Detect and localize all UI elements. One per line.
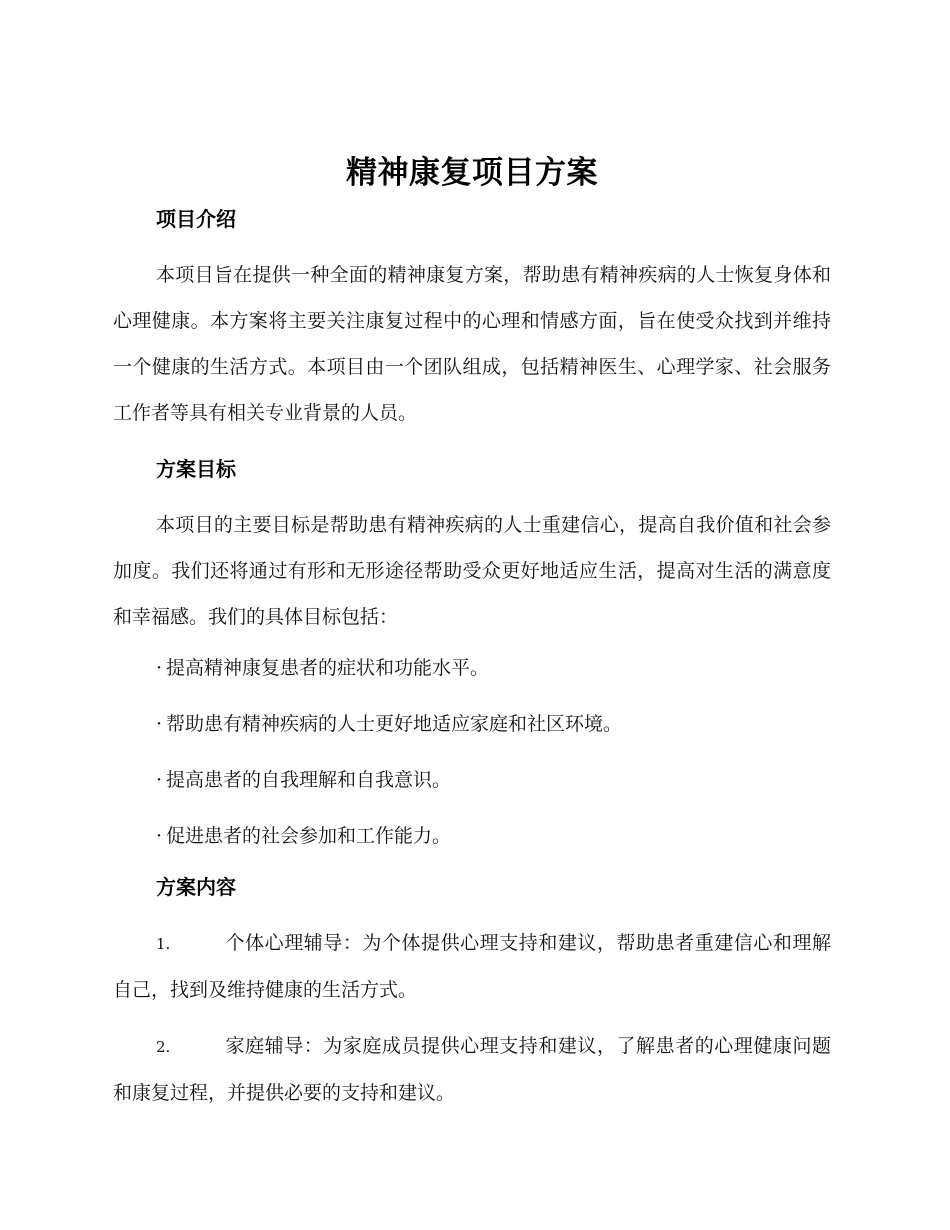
content-item-2 xyxy=(113,1023,831,1116)
intro-paragraph: 本项目旨在提供一种全面的精神康复方案，帮助患有精神疾病的人士恢复身体和心理健康。本方案将主要关注康复过程中的心理和情感方面，旨在使受众找到并维持一个健康的生活方式。本项目由一个团队组成，包括精神医生、心理学家、社会服务工作者等具有相关专业背景的人员。 xyxy=(113,264,831,424)
goal-bullet-text: 提高精神康复患者的症状和功能水平。 xyxy=(166,657,490,679)
goal-bullet-text: 帮助患有精神疾病的人士更好地适应家庭和社区环境。 xyxy=(166,713,623,735)
item-text: 家庭辅导：为家庭成员提供心理支持和建议，了解患者的心理健康问题和康复过程，并提供必要的支持和建议。 xyxy=(113,1035,831,1104)
goal-bullet-2 xyxy=(113,696,831,752)
section-heading-content: 方案内容 xyxy=(156,875,236,899)
item-number: 1. xyxy=(156,935,171,953)
goal-bullet-text: 提高患者的自我理解和自我意识。 xyxy=(166,769,452,791)
bullet-dot: · xyxy=(156,713,163,735)
section-heading-goals: 方案目标 xyxy=(156,457,236,481)
document-content xyxy=(113,150,831,1116)
item-number: 2. xyxy=(156,1038,171,1056)
section-heading-intro: 项目介绍 xyxy=(156,207,236,231)
goal-bullet-3 xyxy=(113,752,831,808)
goals-paragraph: 本项目的主要目标是帮助患有精神疾病的人士重建信心，提高自我价值和社会参加度。我们还将通过有形和无形途径帮助受众更好地适应生活，提高对生活的满意度和幸福感。我们的具体目标包括： xyxy=(113,514,831,628)
content-item-1 xyxy=(113,920,831,1013)
bullet-dot: · xyxy=(156,825,163,847)
goal-bullet-1 xyxy=(113,640,831,696)
goal-bullet-4 xyxy=(113,808,831,864)
bullet-dot: · xyxy=(156,657,163,679)
goal-bullet-text: 促进患者的社会参加和工作能力。 xyxy=(166,825,452,847)
item-text: 个体心理辅导：为个体提供心理支持和建议，帮助患者重建信心和理解自己，找到及维持健康的生活方式。 xyxy=(113,932,831,1001)
document-title: 精神康复项目方案 xyxy=(346,155,598,191)
bullet-dot: · xyxy=(156,769,163,791)
